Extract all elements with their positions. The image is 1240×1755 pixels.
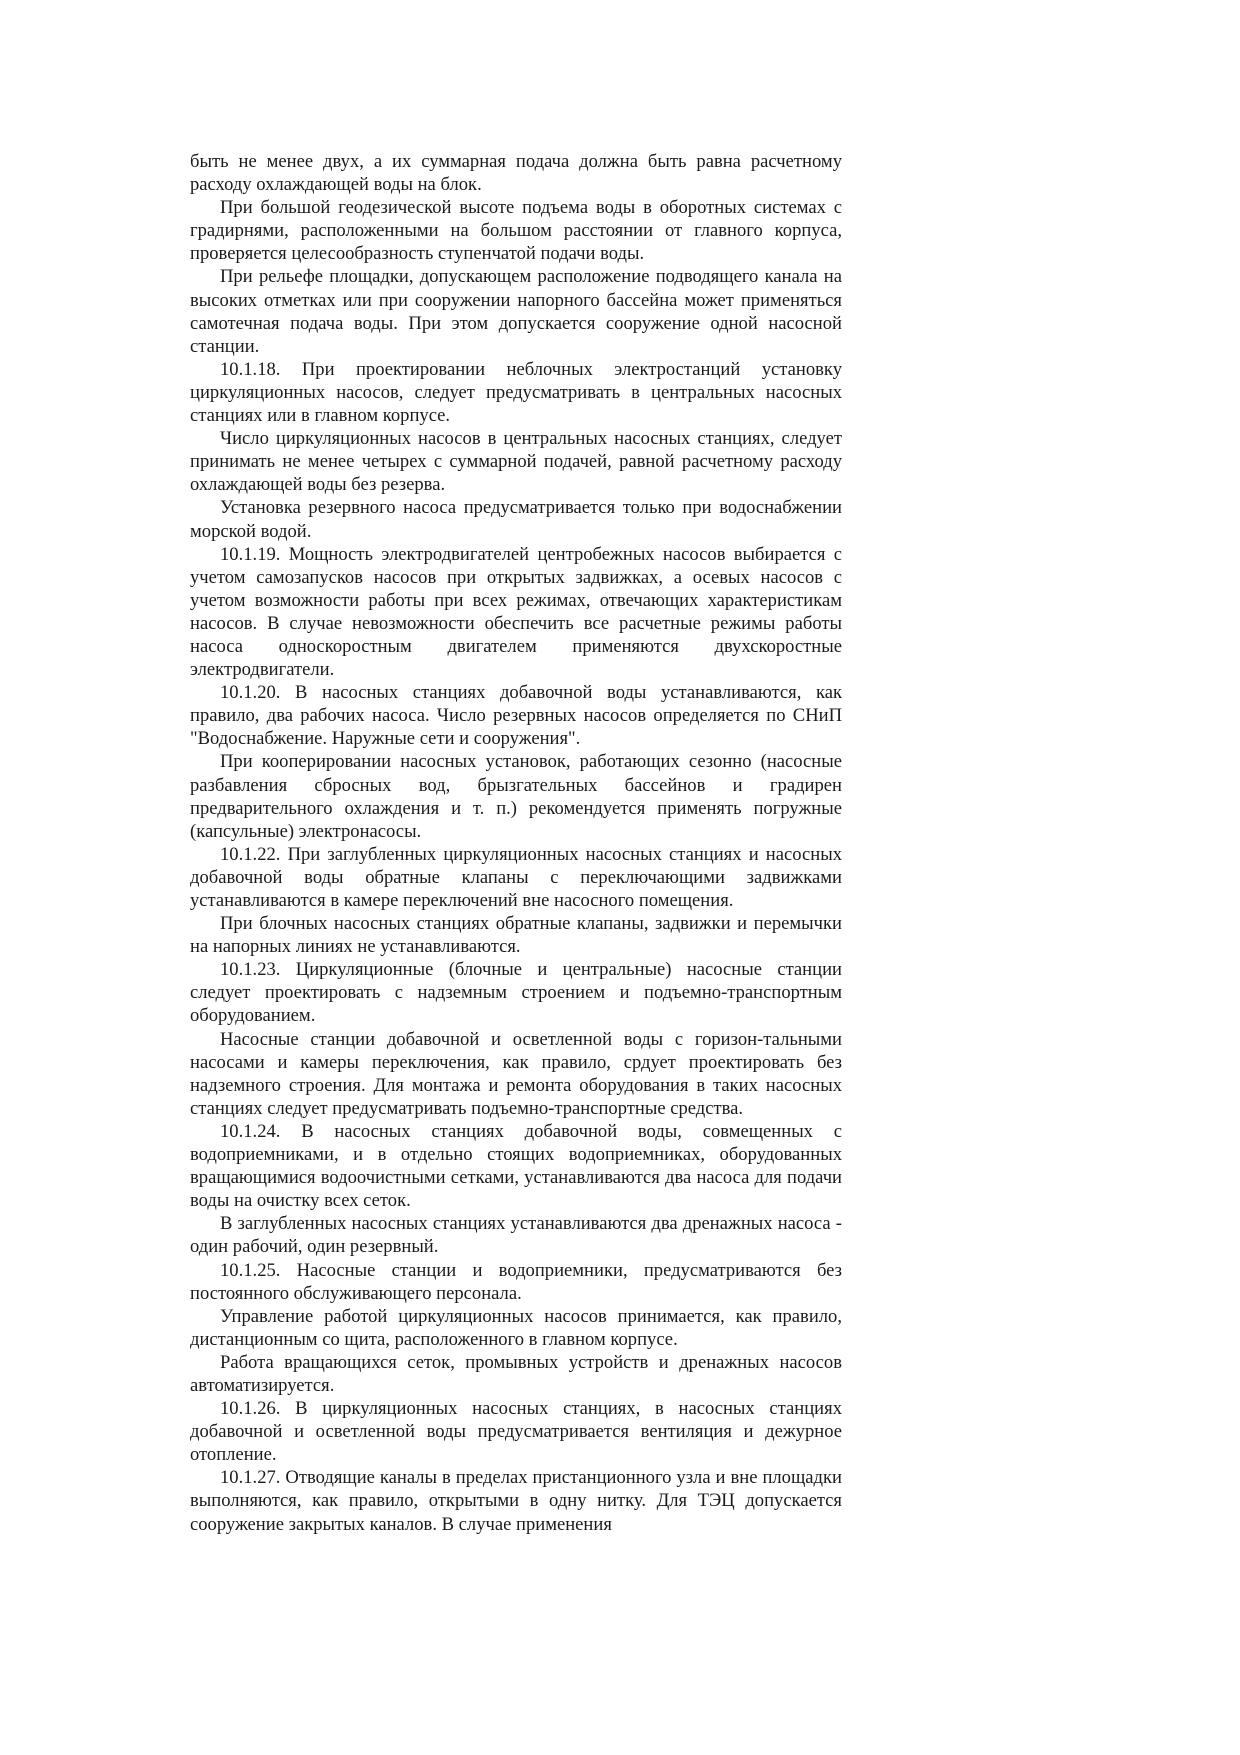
paragraph: При блочных насосных станциях обратные клапаны, задвижки и перемычки на напорных линиях не устанавливаются. — [190, 913, 842, 958]
paragraph: Число циркуляционных насосов в центральных насосных станциях, следует принимать не менее четырех с суммарной подачей, равной расчетному расходу охлаждающей воды без резерва. — [190, 428, 842, 496]
clause-10-1-26: 10.1.26. В циркуляционных насосных станциях, в насосных станциях добавочной и осветленной воды предусматривается вентиляция и дежурное отопление. — [190, 1398, 842, 1466]
clause-10-1-25: 10.1.25. Насосные станции и водоприемники, предусматриваются без постоянного обслуживающего персонала. — [190, 1259, 842, 1304]
paragraph: При большой геодезической высоте подъема воды в оборотных системах с градирнями, расположенными на большом расстоянии от главного корпуса, проверяется целесообразность ступенчатой подачи воды. — [190, 197, 842, 265]
clause-10-1-27: 10.1.27. Отводящие каналы в пределах пристанционного узла и вне площадки выполняются, как правило, открытыми в одну нитку. Для ТЭЦ допускается сооружение закрытых каналов. В случае применения — [190, 1467, 842, 1535]
document-body — [190, 150, 842, 1536]
paragraph: Установка резервного насоса предусматривается только при водоснабжении морской водой. — [190, 497, 842, 542]
paragraph: В заглубленных насосных станциях устанавливаются два дренажных насоса - один рабочий, один резервный. — [190, 1213, 842, 1258]
paragraph: Работа вращающихся сеток, промывных устройств и дренажных насосов автоматизируется. — [190, 1351, 842, 1396]
clause-10-1-19: 10.1.19. Мощность электродвигателей центробежных насосов выбирается с учетом самозапусков насосов при открытых задвижках, а осевых насосов с учетом возможности работы при всех режимах, отвечающих характеристикам насосов. В случае невозможности обеспечить все расчетные режимы работы насоса односкоростным двигателем применяются двухскоростные электродвигатели. — [190, 543, 842, 681]
clause-10-1-23: 10.1.23. Циркуляционные (блочные и центральные) насосные станции следует проектировать с надземным строением и подъемно-транспортным оборудованием. — [190, 959, 842, 1027]
paragraph: При рельефе площадки, допускающем расположение подводящего канала на высоких отметках или при сооружении напорного бассейна может применяться самотечная подача воды. При этом допускается сооружение одной насосной станции. — [190, 266, 842, 357]
paragraph: Насосные станции добавочной и осветленной воды с горизон-тальными насосами и камеры переключения, как правило, срдует проектировать без надземного строения. Для монтажа и ремонта оборудования в таких насосных станциях следует предусматривать подъемно-транспортные средства. — [190, 1028, 842, 1119]
clause-10-1-20: 10.1.20. В насосных станциях добавочной воды устанавливаются, как правило, два рабочих насоса. Число резервных насосов определяется по СНиП "Водоснабжение. Наружные сети и сооружения". — [190, 682, 842, 750]
clause-10-1-18: 10.1.18. При проектировании неблочных электростанций установку циркуляционных насосов, следует предусматривать в центральных насосных станциях или в главном корпусе. — [190, 358, 842, 427]
paragraph-continuation: быть не менее двух, а их суммарная подача должна быть равна расчетному расходу охлаждающей воды на блок. — [190, 151, 842, 196]
paragraph: Управление работой циркуляционных насосов принимается, как правило, дистанционным со щита, расположенного в главном корпусе. — [190, 1305, 842, 1350]
clause-10-1-24: 10.1.24. В насосных станциях добавочной воды, совмещенных с водоприемниками, и в отдельно стоящих водоприемниках, оборудованных вращающимися водоочистными сетками, устанавливаются два насоса для подачи воды на очистку всех сеток. — [190, 1120, 842, 1212]
clause-10-1-22: 10.1.22. При заглубленных циркуляционных насосных станциях и насосных добавочной воды обратные клапаны с переключающими задвижками устанавливаются в камере переключений вне насосного помещения. — [190, 843, 842, 911]
paragraph: При кооперировании насосных установок, работающих сезонно (насосные разбавления сбросных вод, брызгательных бассейнов и градирен предварительного охлаждения и т. п.) рекомендуется применять погружные (капсульные) электронасосы. — [190, 751, 842, 842]
